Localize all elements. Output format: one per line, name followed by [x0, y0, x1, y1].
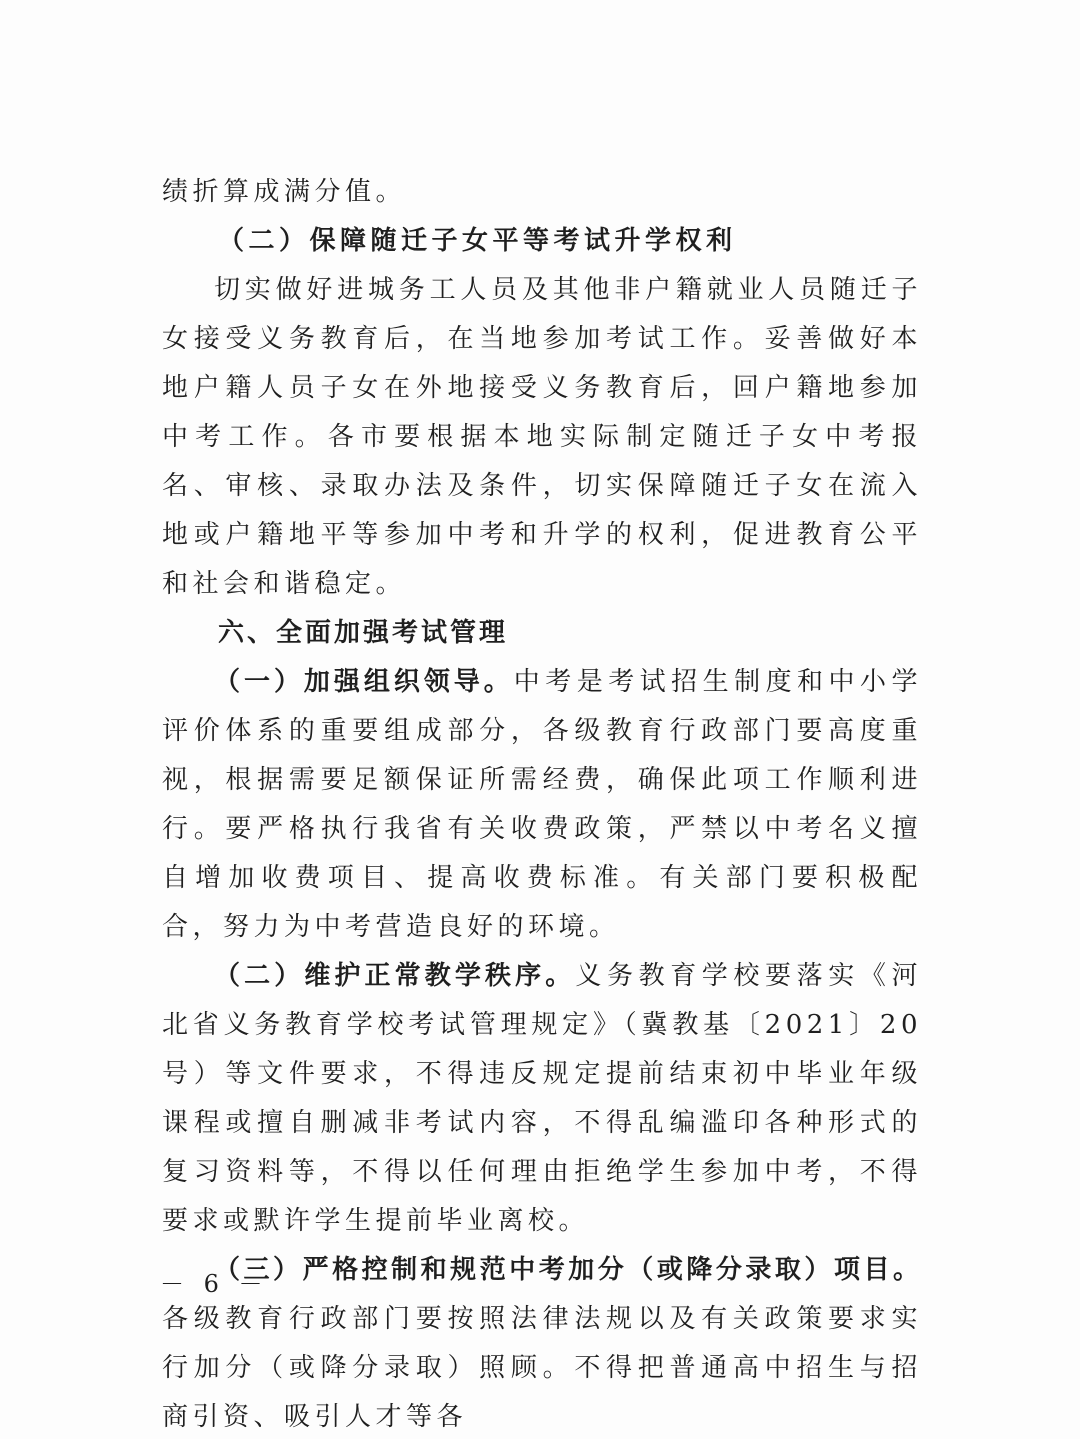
paragraph-migrant-children: 切实做好进城务工人员及其他非户籍就业人员随迁子女接受义务教育后，在当地参加考试工作。妥善做好本地户籍人员子女在外地接受义务教育后，回户籍地参加中考工作。各市要根据本地实际制定随迁子女中考报名、审核、录取办法及条件，切实保障随迁子女在流入地或户籍地平等参加中考和升学的权利，促进教育公平和社会和谐稳定。: [162, 275, 922, 599]
paragraph-bonus-points: [162, 1246, 922, 1442]
item-body-1: 中考是考试招生制度和中小学评价体系的重要组成部分，各级教育行政部门要高度重视，根据需要足额保证所需经费，确保此项工作顺利进行。要严格执行我省有关收费政策，严禁以中考名义擅自增加收费项目、提高收费标准。有关部门要积极配合，努力为中考营造良好的环境。: [162, 667, 922, 942]
paragraph-organization-leadership: [162, 658, 922, 952]
document-body: [162, 168, 922, 1442]
section-heading-6: 六、全面加强考试管理: [218, 618, 509, 648]
paragraph-continuation: 绩折算成满分值。: [162, 177, 407, 207]
item-title-2: （二）维护正常教学秩序。: [214, 961, 576, 991]
subsection-heading-2: （二）保障随迁子女平等考试升学权利: [218, 226, 737, 256]
paragraph-teaching-order: [162, 952, 922, 1246]
item-title-3: （三）严格控制和规范中考加分（或降分录取）项目。: [214, 1255, 922, 1285]
item-title-1: （一）加强组织领导。: [214, 667, 514, 697]
item-body-3: 各级教育行政部门要按照法律法规以及有关政策要求实行加分（或降分录取）照顾。不得把普通高中招生与招商引资、吸引人才等各: [162, 1304, 922, 1432]
item-body-2: 义务教育学校要落实《河北省义务教育学校考试管理规定》（冀教基〔2021〕20号）等文件要求，不得违反规定提前结束初中毕业年级课程或擅自删减非考试内容，不得乱编滥印各种形式的复习资料等，不得以任何理由拒绝学生参加中考，不得要求或默许学生提前毕业离校。: [162, 961, 922, 1236]
page-number: － 6 －: [160, 1270, 269, 1298]
